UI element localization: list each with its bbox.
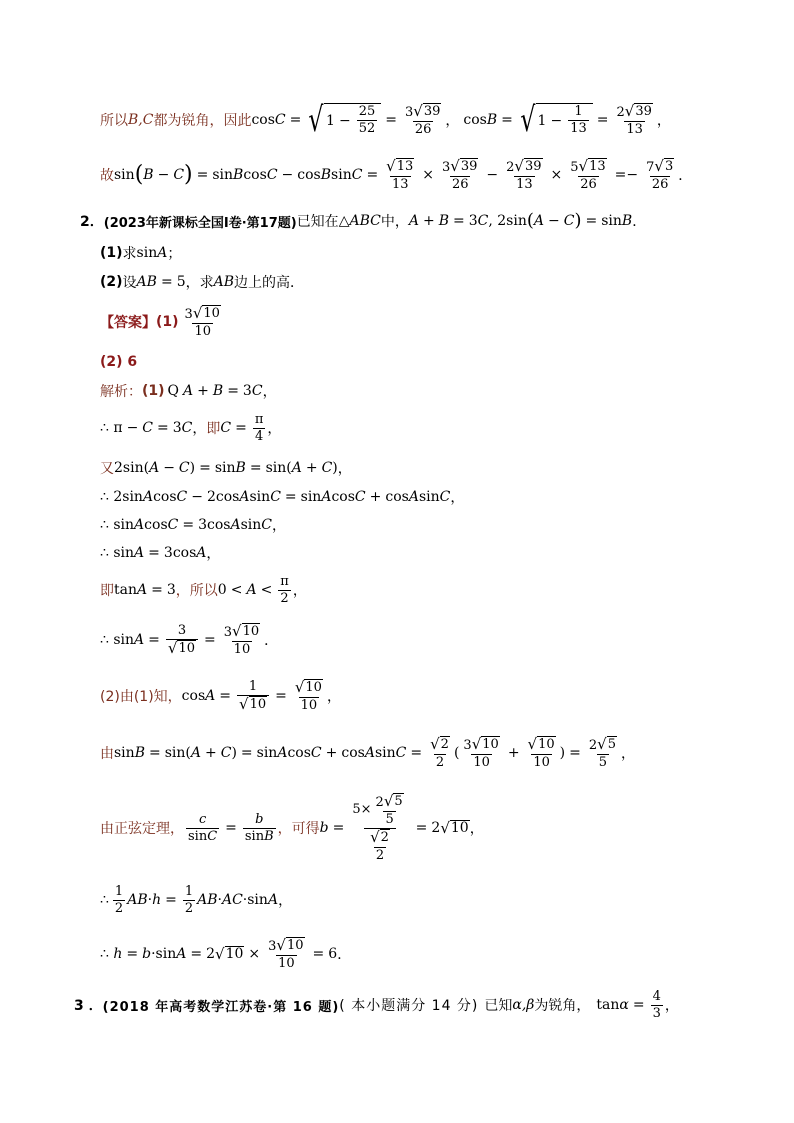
- sol-line-1: 解析： (1) Q A + B = 3C ，: [100, 383, 277, 400]
- sol-part2-line-4: ∴ $\frac{1}{2}$ AB ·h = $\frac{1}{2}$ AB ·AC·sinA ，: [100, 883, 293, 916]
- line-cos-values: 所以 B,C 都为锐角，因此 cosC = √ 1 − $\frac{25}{52}$ = 3 √ 39 26 ， cosB = √ 1 − $\frac{1}{13}$ = 2 √ 39 13 ，: [100, 100, 671, 140]
- math-bc: B,C: [128, 112, 154, 128]
- sol-part2-line-5: ∴ h = b·sinA = 2 √ 10 × 3 √ 10 10 = 6 ．: [100, 935, 352, 971]
- answer-tag: 【答案】: [100, 315, 156, 331]
- sqrt-expr-c: √ 1 − $\frac{25}{52}$: [305, 103, 381, 137]
- problem-2-statement: 2． (2023年新课标全国Ⅰ卷·第17题) 已知在 △ABC 中， A + B = 3C, 2sin ( A − C ) = sinB ．: [80, 210, 647, 231]
- sol-line-4: ∴ 2sinAcosC − 2cosAsinC = sinAcosC + cosAsinC ，: [100, 489, 465, 506]
- sol-line-2: ∴ π − C = 3C ， 即 C = $\frac{\pi}{4}$ ，: [100, 411, 282, 444]
- line-sin-b-minus-c: 故 sin ( B − C ) = sinBcosC − cosBsinC = √ 13 13 × 3 √ 39 26 − 2 √ 39 13 × 5 √ 13 26 =− 7 √ 3 26 ．: [100, 156, 693, 192]
- math-cosc: cosC: [251, 112, 286, 128]
- problem-2-source: (2023年新课标全国Ⅰ卷·第17题): [103, 215, 297, 231]
- sol-line-7: 即 tanA = 3 ，所以 0 < A < $\frac{\pi}{2}$ ，: [100, 573, 307, 606]
- question-2: (2) 设 AB = 5 ，求 AB 边上的高．: [100, 274, 305, 291]
- sqrt-expr-b: √ 1 − $\frac{1}{13}$: [517, 103, 593, 137]
- problem-3-number: 3 ．: [74, 998, 103, 1014]
- sol-line-8: ∴ sinA = 3 √ 10 = 3 √ 10 10 ．: [100, 621, 279, 657]
- text-suoyi: 所以: [100, 113, 128, 129]
- sol-part2-line-2: 由 sinB = sin(A + C) = sinAcosC + cosAsinC = √ 2 2 ( 3 √ 10 10 + √ 10 10 ) = 2 √ 5 5 ，: [100, 734, 635, 770]
- answer-1: 【答案】 (1) 3 √ 10 10: [100, 303, 220, 339]
- math-cosb: cosB: [463, 112, 498, 128]
- sol-line-3: 又 2sin(A − C) = sinB = sin(A + C) ，: [100, 460, 352, 477]
- sol-part2-line-3: 由正弦定理， $\frac{c}{\sin C}$ = $\frac{b}{\sin B}$ ，可得 b = 5× 2 √ 5 5 √ 2 2 = 2 √ 10 ，: [100, 791, 484, 863]
- text-acute-therefore: 都为锐角，因此: [153, 113, 252, 129]
- text-gu: 故: [100, 168, 114, 184]
- sol-line-6: ∴ sinA = 3cosA ，: [100, 545, 221, 562]
- problem-3-statement: 3 ． (2018 年高考数学江苏卷·第 16 题) ( 本小题满分 14 分) 已知 α,β 为锐角， tanα = $\frac{4}{3}$ ，: [74, 988, 679, 1021]
- problem-3-source: (2018 年高考数学江苏卷·第 16 题): [102, 999, 340, 1015]
- sol-part2-line-1: (2)由(1)知， cosA = 1 √ 10 = √ 10 10 ，: [100, 677, 341, 713]
- frac-cosb: 2 √ 39 13: [616, 101, 652, 137]
- sol-line-5: ∴ sinAcosC = 3cosAsinC ，: [100, 517, 286, 534]
- problem-2-number: 2．: [80, 214, 104, 230]
- answer-2: (2) 6: [100, 354, 138, 370]
- question-1: (1) 求 sinA ；: [100, 245, 182, 262]
- frac-cosc: 3 √ 39 26: [404, 101, 441, 137]
